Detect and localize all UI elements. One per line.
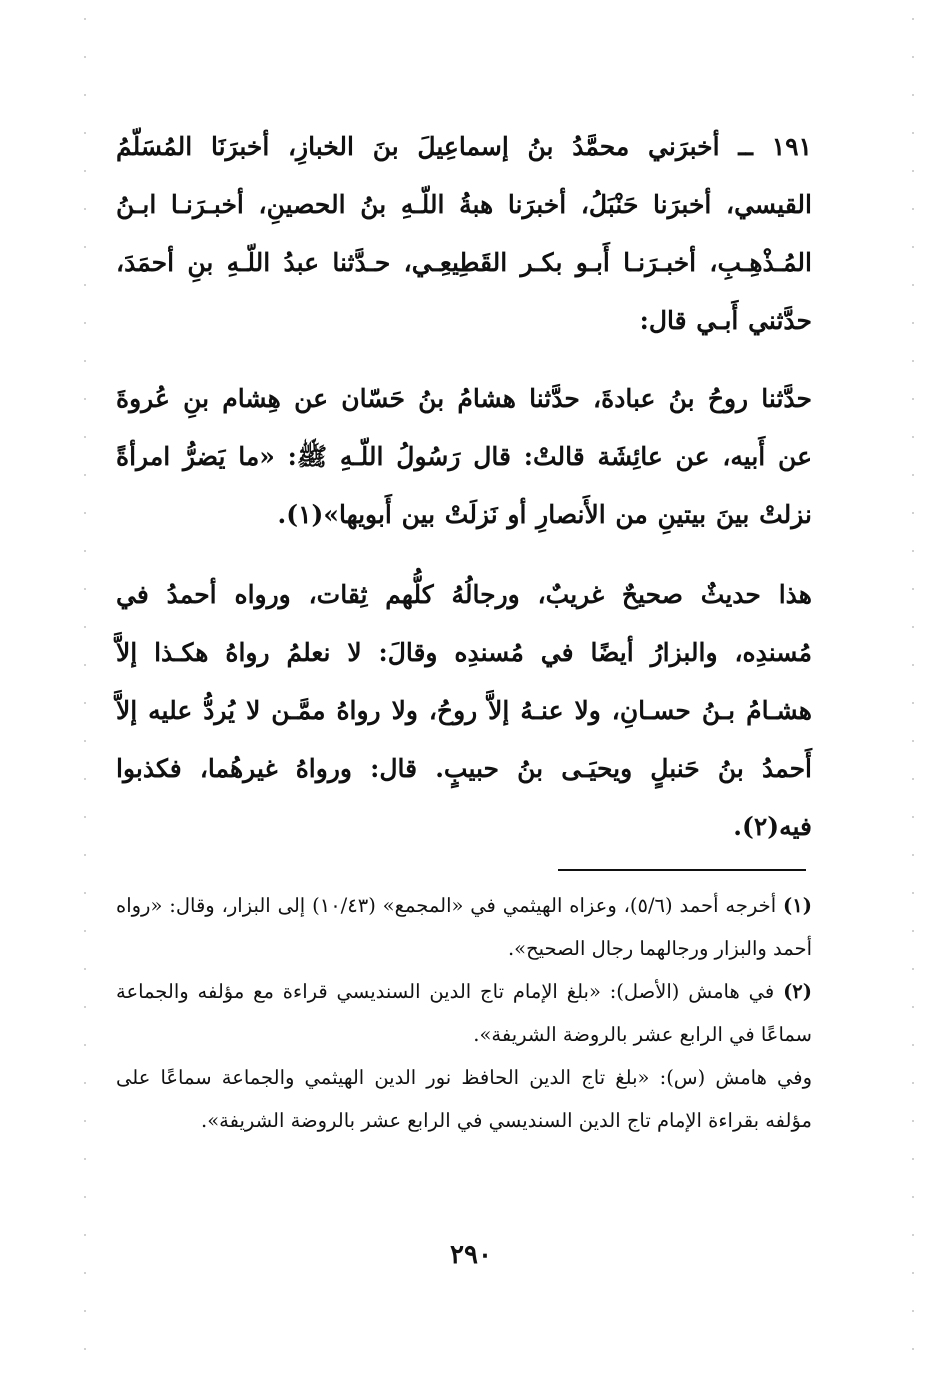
footnote-2: [116, 970, 812, 1056]
page-number: ٢٩٠: [450, 1240, 492, 1270]
commentary-paragraph: هذا حديثٌ صحيحٌ غريبٌ، ورجالُهُ كلُّهم ثِقات، ورواه أحمدُ في مُسندِه، والبزارُ أيضًا في مُسندِه وقالَ: لا نعلمُ رواهُ هكـذا إلاَّ هشـامُ بـنُ حسـانِ، ولا عنـهُ إلاَّ روحُ، ولا رواهُ ممَّـن لا يُردُّ عليه إلاَّ أَحمدُ بنُ حَنبلٍ ويحيَـى بنُ حبيبٍ. قال: ورواهُ غيرهُما، فكذبوا فيه(٢).: [116, 580, 812, 841]
scan-edge-right: [912, 0, 914, 1374]
hadith-body-paragraph: حدَّثنا روحُ بنُ عبادةَ، حدَّثنا هشامُ بنُ حَسّان عن هِشام بنِ عُروةَ عن أَبيه، عن عائِشَة قالتْ: قال رَسُولُ اللّـهِ ﷺ: «ما يَضرُّ امرأةً نزلتْ بينَ بيتينِ من الأَنصارِ أو نَزلَتْ بين أَبويها»(١).: [116, 384, 812, 529]
footnote-number: (٢): [783, 980, 813, 1003]
footnote-text: في هامش (الأصل): «بلغ الإمام تاج الدين السنديسي قراءة مع مؤلفه والجماعة سماعًا في الرابع عشر بالروضة الشريفة».: [116, 980, 812, 1046]
footnote-2-continued: وفي هامش (س): «بلغ تاج الدين الحافظ نور الدين الهيثمي والجماعة سماعًا على مؤلفه بقراءة الإمام تاج الدين السنديسي في الرابع عشر بالروضة الشريفة».: [116, 1066, 812, 1132]
footnote-text: أخرجه أحمد (٥/٦)، وعزاه الهيثمي في «المجمع» (١٠/٤٣) إلى البزار، وقال: «رواه أحمد والبزار ورجالهما رجال الصحيح».: [116, 894, 812, 960]
footnote-1: [116, 884, 812, 970]
footnote-number: (١): [783, 894, 812, 917]
isnad-text: ــ أخبرَني محمَّدُ بنُ إسماعِيلَ بنَ الخبازِ، أخبرَنَا المُسَلّمُ القيسي، أخبرَنا حَنْبَلُ، أخبرَنا هبةُ اللّـهِ بنُ الحصينِ، أخبـرَنـا ابـنُ المُـذْهِـبِ، أخبـرَنـا أَبـو بكـر القَطِيعِـي، حـدَّثنا عبدُ اللّـهِ بنِ أحمَدَ، حدَّثني أَبـي قال:: [116, 132, 812, 335]
main-text: [116, 118, 812, 856]
scan-edge-left: [84, 0, 86, 1374]
hadith-number: ١٩١: [771, 132, 812, 161]
footnote-separator: [558, 869, 806, 871]
hadith-chain-paragraph: [116, 118, 812, 350]
footnotes-section: [116, 884, 812, 1142]
